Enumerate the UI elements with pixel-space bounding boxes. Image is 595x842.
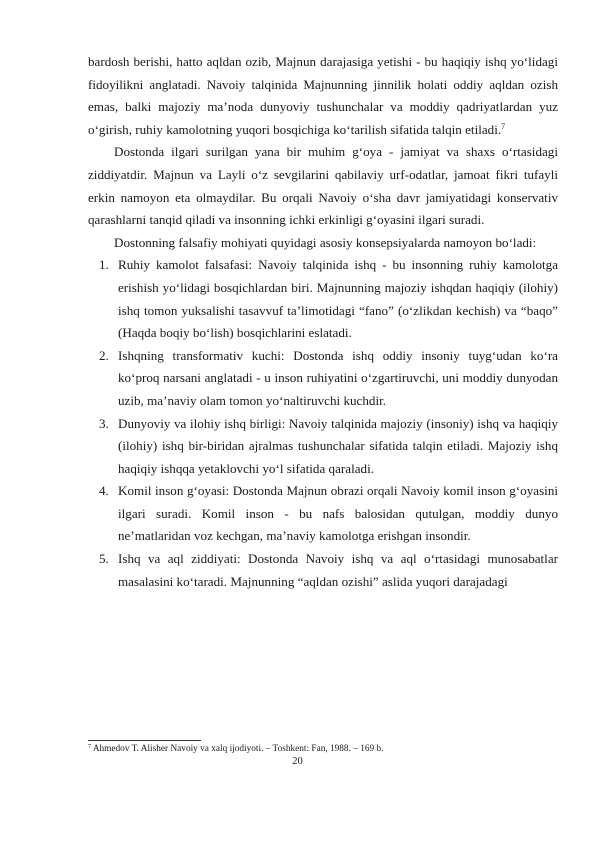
list-item — [88, 480, 558, 548]
list-item — [88, 254, 558, 344]
list-item — [88, 413, 558, 481]
list-item-text: Ruhiy kamolot falsafasi: Navoiy talqinida ishq - bu insonning ruhiy kamolotga erishish yo‘lidagi bosqichlardan biri. Majnunning majoziy ishqdan haqiqiy (ilohiy) ishq tomon yuksalishi tasavvuf ta’limotidagi “fano” (o‘zlikdan kechish) va “baqo” (Haqda boqiy bo‘lish) bosqichlarini eslatadi. — [118, 257, 558, 341]
list-item-number: 5. — [99, 551, 109, 567]
footnote-reference[interactable]: 7 — [501, 121, 506, 131]
list-item-number: 3. — [99, 415, 109, 431]
concept-list — [88, 254, 558, 593]
list-item-text: Komil inson g‘oyasi: Dostonda Majnun obrazi orqali Navoiy komil inson g‘oyasini ilgari suradi. Komil inson - bu nafs balosidan qutulgan, moddiy dunyo ne’matlaridan voz kechgan, ma’naviy kamolotga erishgan insondir. — [118, 483, 558, 544]
paragraph-3: Dostonning falsafiy mohiyati quyidagi asosiy konsepsiyalarda namoyon bo‘ladi: — [114, 234, 537, 250]
list-item — [88, 345, 558, 413]
footnote — [88, 743, 383, 755]
list-item-text: Ishq va aql ziddiyati: Dostonda Navoiy ishq va aql o‘rtasidagi munosabatlar masalasini ko‘taradi. Majnunning “aqldan ozishi” aslida yuqori darajadagi — [118, 551, 558, 589]
list-item-number: 1. — [99, 257, 109, 273]
paragraph-1-text: bardosh berishi, hatto aqldan ozib, Majnun darajasiga yetishi - bu haqiqiy ishq yo‘lidagi fidoyilikni anglatadi. Navoiy talqinida Majnunning jinnilik holati oddiy aqldan ozish emas, balki majoziy ma’noda dunyoviy tushunchalar va moddiy qadriyatlardan yuz o‘girish, ruhiy kamolotning yuqori bosqichiga ko‘tarilish sifatida talqin etiladi. — [88, 54, 558, 137]
page-body — [88, 51, 558, 593]
paragraph-2: Dostonda ilgari surilgan yana bir muhim g‘oya - jamiyat va shaxs o‘rtasidagi ziddiyatdir. Majnun va Layli o‘z sevgilarini qabilaviy urf-odatlar, jamoat fikri tufayli erkin namoyon eta olmaydilar. Bu orqali Navoiy o‘sha davr jamiyatidagi konservativ qarashlarni tanqid qiladi va insonning ichki erkinligi g‘oyasini ilgari suradi. — [88, 144, 558, 228]
footnote-text: Ahmedov T. Alisher Navoiy va xalq ijodiyoti. – Toshkent: Fan, 1988. – 169 b. — [92, 744, 384, 754]
list-item-number: 2. — [99, 347, 109, 363]
list-item-text: Dunyoviy va ilohiy ishq birligi: Navoiy talqinida majoziy (insoniy) ishq va haqiqiy (ilohiy) ishq bir-biridan ajralmas tushunchalar sifatida talqin etiladi. Majoziy ishq haqiqiy ishqqa yetaklovchi yo‘l sifatida qaraladi. — [118, 415, 558, 476]
list-item — [88, 548, 558, 593]
list-item-number: 4. — [99, 483, 109, 499]
paragraph-1 — [88, 51, 558, 141]
list-item-text: Ishqning transformativ kuchi: Dostonda ishq oddiy insoniy tuyg‘udan ko‘ra ko‘proq narsani anglatadi - u inson ruhiyatini o‘zgartiruvchi, uni moddiy dunyodan uzib, ma’naviy olam tomon yo‘naltiruvchi kuchdir. — [118, 347, 558, 408]
footnote-number: 7 — [88, 744, 91, 750]
footnote-divider — [88, 740, 201, 741]
page-number: 20 — [292, 756, 303, 767]
